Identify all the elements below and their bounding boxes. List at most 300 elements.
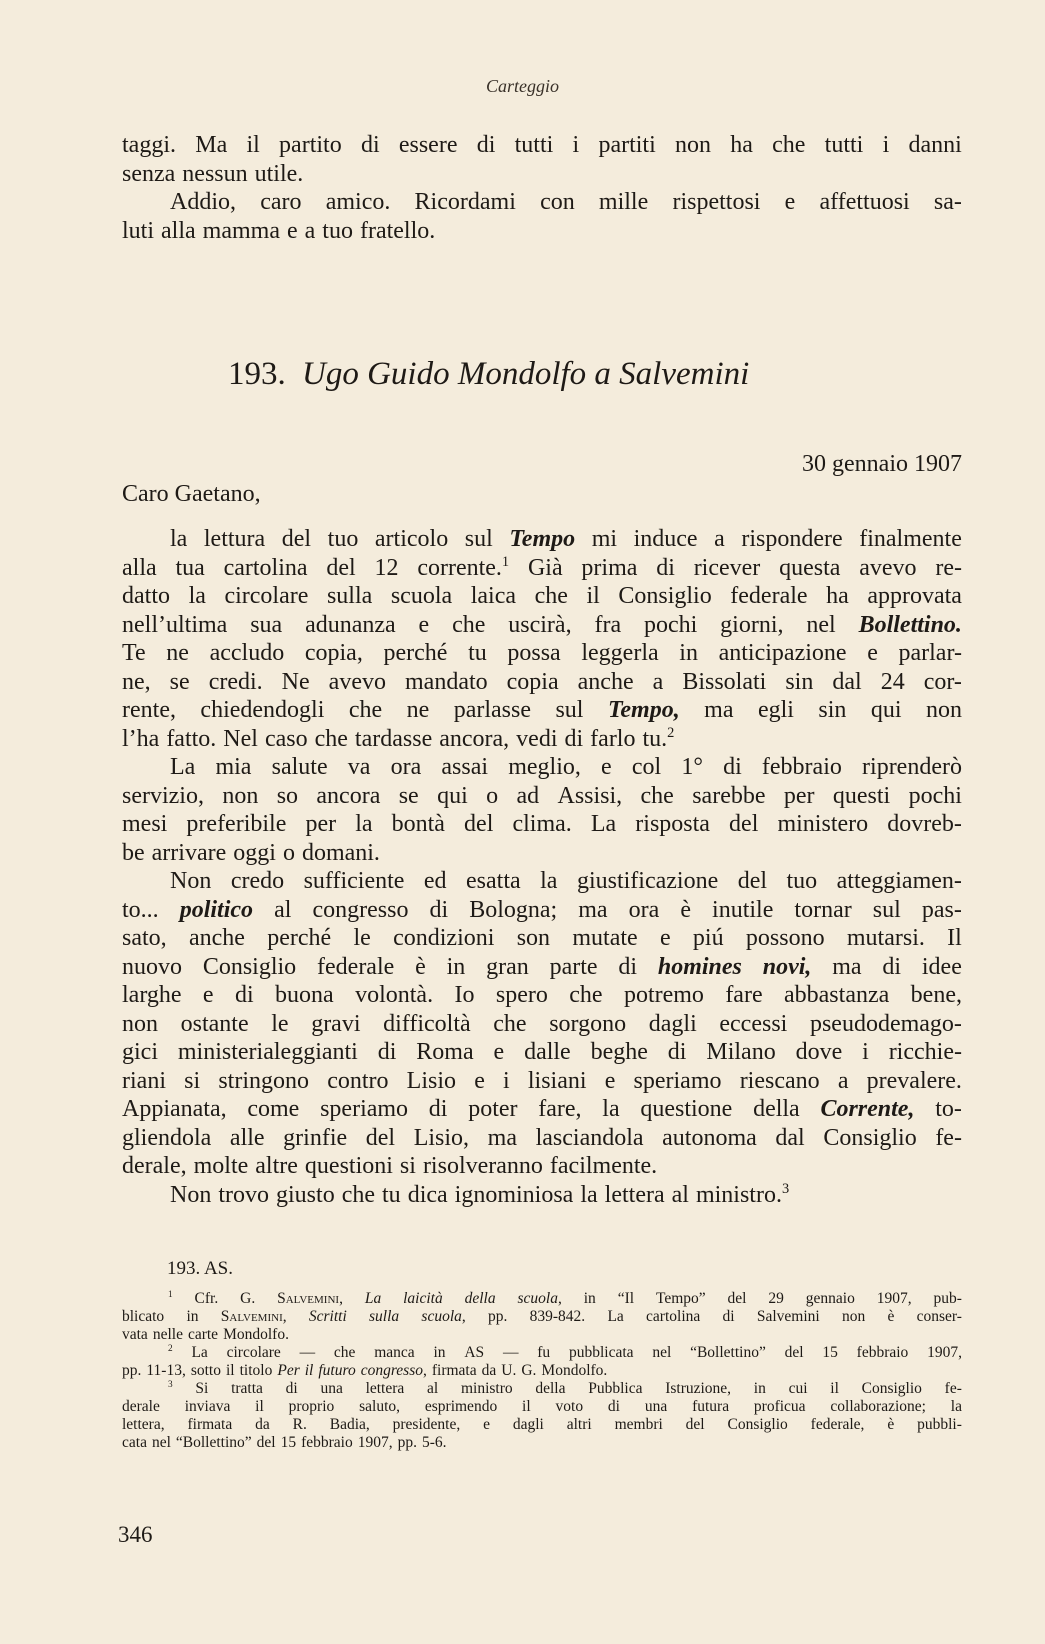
word: non — [222, 782, 259, 809]
word: cor- — [923, 668, 962, 695]
word: del — [729, 811, 759, 837]
word: larghe — [122, 982, 182, 1008]
word: i — [503, 1067, 510, 1094]
word: lettera — [604, 1181, 665, 1208]
word: tu — [468, 640, 487, 666]
word: fatto. — [166, 725, 217, 752]
word: le — [353, 925, 371, 951]
word: partiti — [598, 132, 656, 158]
word: copia — [506, 668, 559, 695]
word: di — [234, 982, 254, 1008]
word: rente, — [122, 697, 176, 723]
text-line — [122, 1326, 962, 1344]
word: risolveranno — [422, 1153, 543, 1179]
word: 15 — [280, 1434, 297, 1451]
text-line — [122, 188, 962, 217]
word: Tempo” — [655, 1290, 706, 1307]
word: ancora, — [439, 725, 510, 752]
word: ancora — [316, 782, 381, 809]
word: tua — [175, 554, 205, 581]
word: buona — [275, 982, 334, 1008]
letter-title: Ugo Guido Mondolfo a Salvemini — [302, 356, 750, 392]
word: e — [601, 754, 612, 780]
word: ha — [826, 583, 849, 609]
word: vata — [122, 1326, 148, 1343]
word: salute — [271, 754, 328, 780]
text-line — [122, 217, 962, 246]
word: politico — [179, 896, 254, 923]
word: volontà. — [355, 982, 434, 1008]
word: re- — [935, 554, 962, 581]
word: la — [580, 1181, 598, 1208]
word: mille — [598, 189, 649, 215]
word: circolare — [226, 1344, 281, 1361]
word: col — [631, 754, 662, 780]
word: derale — [122, 1398, 160, 1415]
word: e — [784, 189, 796, 215]
word: e — [604, 1067, 616, 1094]
word: dica — [407, 1181, 448, 1208]
word: 24 — [880, 668, 905, 695]
word: si — [184, 1067, 201, 1094]
word: le — [271, 1010, 289, 1037]
word: — — [502, 1344, 519, 1361]
word: Bollettino. — [858, 611, 962, 638]
word: tuo — [322, 217, 353, 244]
word: giorni, — [720, 611, 784, 638]
word: ministero — [777, 811, 869, 837]
word: bene, — [910, 982, 962, 1008]
word: a — [714, 526, 725, 552]
word: ostante — [180, 1010, 249, 1037]
word: inviava — [184, 1398, 231, 1415]
text-line — [122, 1398, 962, 1416]
word: congresso — [312, 896, 409, 923]
word: G. — [240, 1290, 256, 1307]
word: vedi — [516, 725, 558, 752]
word: alle — [229, 1124, 265, 1151]
word: derale, — [122, 1153, 187, 1179]
word: abbastanza — [784, 982, 890, 1008]
word: di — [723, 754, 742, 780]
word: pp. — [397, 1434, 417, 1451]
word: molte — [193, 1153, 249, 1179]
text-line — [122, 554, 962, 583]
word: caso — [264, 725, 308, 752]
word: credi. — [208, 668, 263, 695]
word: dalle — [524, 1039, 571, 1065]
word: pseudodemago- — [809, 1010, 962, 1037]
word: ne — [166, 640, 189, 666]
word: futura — [692, 1398, 730, 1415]
word: che — [452, 611, 486, 638]
word: “Il — [617, 1290, 635, 1307]
word: futuro — [318, 1362, 356, 1379]
word: — — [299, 1344, 316, 1361]
word: firmata — [431, 1362, 477, 1379]
word: scuola, — [421, 1308, 466, 1325]
word: 12 — [374, 554, 399, 581]
text-line — [122, 1290, 962, 1308]
word: rispettosi — [672, 189, 761, 215]
word — [168, 1344, 173, 1362]
word: sulla — [326, 583, 373, 609]
text-line — [122, 696, 962, 725]
word: non — [122, 1010, 158, 1037]
word: febbraio — [856, 1344, 909, 1361]
word: parlasse — [453, 697, 532, 723]
footnote-marker: 2 — [667, 724, 675, 741]
word: G. — [521, 1362, 537, 1379]
word: dagli — [512, 1416, 544, 1433]
word: clima. — [512, 811, 572, 837]
word: perché — [383, 640, 448, 666]
word: di — [476, 132, 496, 158]
word: 839-842. — [529, 1308, 586, 1325]
word: ad — [516, 782, 540, 809]
word: idee — [921, 953, 962, 980]
word: possa — [507, 640, 561, 666]
word: del — [737, 868, 768, 894]
word: del — [727, 1290, 747, 1307]
word: tutti — [824, 132, 864, 158]
text-line — [122, 1416, 962, 1434]
word: tu.$^2$ — [642, 724, 675, 752]
word: perché — [267, 925, 332, 951]
word: nelle — [152, 1326, 183, 1343]
text-line — [122, 867, 962, 896]
text-line — [122, 668, 962, 697]
word: è — [887, 1308, 895, 1325]
word: son — [516, 925, 551, 951]
word: chiedendogli — [200, 697, 325, 723]
word: R. — [292, 1416, 307, 1433]
word: poter — [468, 1096, 518, 1122]
word: sul — [464, 526, 493, 552]
word: blicato — [122, 1308, 165, 1325]
word: ignominiosa — [454, 1181, 574, 1208]
word: be — [122, 839, 145, 866]
word: che — [534, 583, 568, 609]
word: il — [226, 1362, 235, 1379]
word: di — [428, 1096, 448, 1122]
word: membri — [614, 1416, 663, 1433]
word: ora — [390, 754, 422, 780]
word: beghe — [590, 1039, 648, 1065]
word: del — [256, 1434, 276, 1451]
word: partito — [279, 132, 342, 158]
word: con — [540, 189, 575, 215]
word: trovo — [218, 1181, 270, 1208]
word: o — [486, 782, 499, 809]
word: è — [680, 896, 691, 923]
word: mandato — [405, 668, 488, 695]
footnote-marker: 3 — [781, 1180, 790, 1197]
word: il — [522, 1398, 531, 1415]
word: non — [675, 132, 711, 158]
word: ne, — [122, 668, 151, 695]
word: mutate — [572, 925, 638, 951]
word: Lisio — [406, 1067, 457, 1094]
word: La — [607, 1308, 624, 1325]
word: lettura — [203, 526, 266, 552]
word: dovreb- — [887, 811, 962, 837]
word: Consiglio — [823, 1124, 917, 1151]
word: sotto — [190, 1362, 221, 1379]
word: i — [572, 132, 580, 158]
word: nel — [151, 1434, 171, 1451]
word: questa — [779, 554, 841, 581]
word: pubbli- — [917, 1416, 962, 1433]
word: pochi — [908, 782, 962, 809]
word: mia — [215, 754, 252, 780]
word: è — [887, 1416, 895, 1433]
word: amico. — [325, 189, 391, 215]
word: per — [783, 782, 815, 809]
word: esprimendo — [424, 1398, 498, 1415]
word: avevo — [328, 668, 386, 695]
word: La — [364, 1290, 382, 1307]
word: Consiglio — [861, 1380, 922, 1397]
word: al — [671, 1181, 689, 1208]
word: approvata — [867, 583, 962, 609]
word: Addio, — [170, 189, 236, 215]
text-line — [122, 639, 962, 668]
word: Consiglio — [202, 953, 297, 980]
word: di — [722, 1308, 735, 1325]
word: federale — [730, 583, 808, 609]
word: La — [590, 811, 617, 837]
word: possono — [745, 925, 825, 951]
text-line — [122, 981, 962, 1010]
word: a — [652, 668, 664, 695]
word: 29 — [768, 1290, 784, 1307]
text-line — [122, 1308, 962, 1326]
word: “Bollettino” — [175, 1434, 252, 1451]
text-line — [122, 160, 962, 189]
word: ha — [730, 132, 753, 158]
word: per — [305, 811, 337, 837]
word: sarebbe — [692, 782, 766, 809]
word: non — [841, 1308, 866, 1325]
word: Per — [277, 1362, 300, 1379]
word: che — [341, 1181, 376, 1208]
word: 15 — [822, 1344, 838, 1361]
word: che — [493, 1010, 527, 1037]
word: questioni — [304, 1153, 393, 1179]
word: avevo — [859, 554, 917, 581]
word: giusto — [276, 1181, 335, 1208]
word: in — [186, 1308, 199, 1325]
word: bontà — [391, 811, 445, 837]
word: 1° — [681, 754, 703, 780]
word: sulla — [369, 1308, 400, 1325]
word: del — [365, 1124, 396, 1151]
word: Non — [170, 1181, 212, 1208]
word: dove — [795, 1039, 843, 1065]
word: Si — [195, 1380, 209, 1397]
word: luti — [122, 217, 155, 244]
word: riani — [122, 1067, 166, 1094]
word: difficoltà — [383, 1010, 471, 1037]
word: scuola — [390, 583, 453, 609]
word: stringono — [218, 1067, 310, 1094]
word: potremo — [623, 982, 704, 1008]
word: eccessi — [719, 1010, 788, 1037]
word: questi — [832, 782, 891, 809]
word: adunanza — [305, 611, 396, 638]
word: collaborazione; — [830, 1398, 926, 1415]
word: Corrente, — [820, 1096, 915, 1122]
word: Nel — [223, 725, 258, 752]
footnotes — [122, 1290, 962, 1452]
word: mi — [591, 526, 618, 552]
letter-salutation: Caro Gaetano, — [122, 481, 261, 507]
word: meglio, — [508, 754, 581, 780]
text-line — [122, 1380, 962, 1398]
word: pochi — [643, 611, 698, 638]
word: mamma — [202, 217, 280, 244]
word: ministerialeggianti — [177, 1039, 358, 1065]
word: laicità — [403, 1290, 443, 1307]
word: lettera, — [122, 1416, 165, 1433]
word: corrente.$^1$ — [417, 553, 510, 581]
word: scuola, — [517, 1290, 562, 1307]
word: ricever — [693, 554, 761, 581]
word: grinfie — [283, 1124, 348, 1151]
word: La — [191, 1344, 208, 1361]
word: pub- — [933, 1290, 962, 1307]
word: Salvemini — [756, 1308, 820, 1325]
word: tuo — [327, 526, 359, 552]
word: Lisio, — [413, 1124, 470, 1151]
word: circolare — [224, 583, 309, 609]
word: affettuosi — [819, 189, 910, 215]
word: e — [474, 1067, 485, 1094]
word: da — [255, 1416, 270, 1433]
word: parlar- — [898, 640, 962, 666]
word: Il — [947, 925, 962, 951]
word: il — [246, 132, 260, 158]
word: i — [882, 132, 890, 158]
footnote-marker: 1 — [501, 553, 510, 570]
word: credo — [230, 868, 285, 894]
word: pp. — [488, 1308, 508, 1325]
text-line — [122, 1181, 962, 1210]
text-line — [122, 1038, 962, 1067]
word: accludo — [209, 640, 285, 666]
word: anche — [577, 668, 634, 695]
text-line — [122, 582, 962, 611]
word: la — [170, 526, 188, 552]
word: pp. — [122, 1362, 142, 1379]
letter-number: 193. — [228, 356, 286, 392]
word: lasciandola — [535, 1124, 644, 1151]
word: va — [347, 754, 371, 780]
letter-date: 30 gennaio 1907 — [802, 451, 962, 477]
word: tuo — [786, 868, 818, 894]
word: manca — [374, 1344, 415, 1361]
word: 11-13, — [146, 1362, 186, 1379]
word: homines — [657, 953, 742, 980]
word: tornar — [794, 896, 852, 923]
word: arrivare — [151, 839, 227, 866]
word: fratello. — [359, 217, 436, 244]
word: fra — [594, 611, 622, 638]
word: proprio — [288, 1398, 335, 1415]
word — [168, 1290, 173, 1308]
word: Pubblica — [588, 1380, 643, 1397]
word: che — [640, 782, 674, 809]
word: servizio, — [122, 782, 204, 809]
word: parte — [549, 953, 598, 980]
word: gran — [486, 953, 529, 980]
word: U. — [501, 1362, 517, 1379]
word: esatta — [466, 868, 521, 894]
word: Mondolfo. — [223, 1326, 289, 1343]
word: AS — [464, 1344, 485, 1361]
word: di — [667, 1039, 687, 1065]
word: in — [446, 953, 466, 980]
word: nell’ultima — [122, 611, 228, 638]
word: cartolina — [223, 554, 308, 581]
word: febbraio — [301, 1434, 353, 1451]
word: carte — [187, 1326, 219, 1343]
word: che — [333, 1344, 356, 1361]
word: fare — [725, 982, 763, 1008]
word: cui — [788, 1380, 808, 1397]
continuation-text — [122, 131, 962, 245]
word: Ne — [281, 668, 310, 695]
word: gliendola — [122, 1124, 212, 1151]
word: qui — [437, 782, 468, 809]
word: ricchie- — [888, 1039, 962, 1065]
word: e — [867, 640, 878, 666]
word: to- — [935, 1096, 962, 1122]
word: anche — [188, 925, 245, 951]
word: Salvemini, — [220, 1308, 287, 1325]
word: tardasse — [354, 725, 433, 752]
word: si — [399, 1153, 416, 1179]
word: spero — [495, 982, 548, 1008]
word: to... — [122, 896, 159, 923]
word: e — [483, 1416, 490, 1433]
word: Consiglio — [727, 1416, 788, 1433]
word: 1907, — [876, 1290, 912, 1307]
word: oggi — [233, 839, 276, 866]
word: mutarsi. — [846, 925, 925, 951]
word: induce — [633, 526, 698, 552]
word: sul — [555, 697, 584, 723]
page-number: 346 — [118, 1522, 153, 1547]
word: di — [618, 953, 638, 980]
word: fe- — [944, 1380, 962, 1397]
word: la — [540, 868, 558, 894]
word: o — [282, 839, 295, 866]
word: sin — [785, 668, 814, 695]
word: riprenderò — [862, 754, 962, 780]
word: ministro.$^3$ — [695, 1180, 790, 1208]
word: il — [586, 583, 600, 609]
word: di — [882, 953, 902, 980]
word: in — [679, 640, 698, 666]
word: tratta — [231, 1380, 263, 1397]
word: di — [607, 1398, 620, 1415]
word: in — [433, 1344, 446, 1361]
word: tu — [382, 1181, 401, 1208]
word: ma — [704, 697, 734, 723]
word: presidente, — [392, 1416, 461, 1433]
